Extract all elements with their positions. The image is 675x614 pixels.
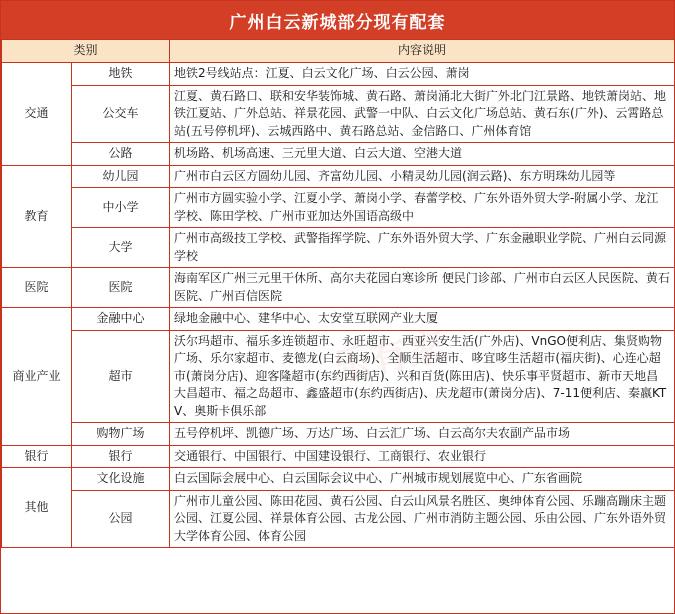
subcategory-cell: 大学 xyxy=(72,228,170,268)
table-row xyxy=(2,330,675,423)
subcategory-cell: 地铁 xyxy=(72,63,170,86)
content-cell: 广州市方圆实验小学、江夏小学、萧岗小学、春蕾学校、广东外语外贸大学-附属小学、龙江学校、陈田学校、广州市亚加达外国语高级中 xyxy=(170,188,675,228)
subcategory-cell: 公交车 xyxy=(72,85,170,143)
subcategory-cell: 公园 xyxy=(72,490,170,548)
content-cell: 沃尔玛超市、福乐多连锁超市、永旺超市、西亚兴安生活(广外店)、VnGO便利店、集贤购物广场、乐尔家超市、麦德龙(白云商场)、全顺生活超市、哆宜哆生活超市(福庆街)、心连心超市(萧岗分店)、迎客隆超市(东约西街店)、兴和百货(陈田店)、快乐事平贤超市、新市天地昌大昌超市、福之岛超市、鑫盛超市(东约西街店)、庆龙超市(萧岗分店)、7-11便利店、秦嬴KTV、奥斯卡俱乐部 xyxy=(170,330,675,423)
subcategory-cell: 公路 xyxy=(72,143,170,166)
table-row xyxy=(2,445,675,468)
table-row xyxy=(2,228,675,268)
header-content: 内容说明 xyxy=(170,40,675,63)
table-row xyxy=(2,165,675,188)
subcategory-cell: 中小学 xyxy=(72,188,170,228)
content-cell: 江夏、黄石路口、联和安华装饰城、黄石路、萧岗涌北大街广外北门江景路、地铁萧岗站、地铁江夏站、广外总站、祥景花园、武警一中队、白云文化广场总站、黄石东(广外)、云霄路总站(五号停机坪)、云城西路中、黄石路总站、金信路口、广州体育馆 xyxy=(170,85,675,143)
subcategory-cell: 幼儿园 xyxy=(72,165,170,188)
content-cell: 广州市儿童公园、陈田花园、黄石公园、白云山风景名胜区、奥绅体育公园、乐蹦高蹦床主题公园、江夏公园、祥景体育公园、古龙公园、广州市消防主题公园、乐由公园、广东外语外贸大学体育公园、体育公园 xyxy=(170,490,675,548)
content-cell: 交通银行、中国银行、中国建设银行、工商银行、农业银行 xyxy=(170,445,675,468)
table-row xyxy=(2,308,675,331)
watermark-mark: 乐有家 xyxy=(328,323,450,391)
category-cell: 医院 xyxy=(2,268,72,308)
table-row xyxy=(2,143,675,166)
table-row xyxy=(2,423,675,446)
content-cell: 广州市高级技工学校、武警指挥学院、广东外语外贸大学、广东金融职业学院、广州白云同源学校 xyxy=(170,228,675,268)
category-cell: 商业产业 xyxy=(2,308,72,446)
table-row xyxy=(2,490,675,548)
table-row xyxy=(2,468,675,491)
subcategory-cell: 金融中心 xyxy=(72,308,170,331)
table-header-row xyxy=(2,40,675,63)
content-cell: 地铁2号线站点：江夏、白云文化广场、白云公园、萧岗 xyxy=(170,63,675,86)
content-cell: 白云国际会展中心、白云国际会议中心、广州城市规划展览中心、广东省画院 xyxy=(170,468,675,491)
document-title: 广州白云新城部分现有配套 xyxy=(1,1,674,39)
subcategory-cell: 购物广场 xyxy=(72,423,170,446)
table-row xyxy=(2,268,675,308)
category-cell: 教育 xyxy=(2,165,72,268)
content-cell: 绿地金融中心、建华中心、太安堂互联网产业大厦 xyxy=(170,308,675,331)
header-category: 类别 xyxy=(2,40,170,63)
content-cell: 海南军区广州三元里干休所、高尔夫花园白寒诊所 便民门诊部、广州市白云区人民医院、黄石医院、广州百信医院 xyxy=(170,268,675,308)
content-cell: 机场路、机场高速、三元里大道、白云大道、空港大道 xyxy=(170,143,675,166)
content-cell: 广州市白云区方圆幼儿园、齐富幼儿园、小精灵幼儿园(润云路)、东方明珠幼儿园等 xyxy=(170,165,675,188)
category-cell: 其他 xyxy=(2,468,72,548)
subcategory-cell: 文化设施 xyxy=(72,468,170,491)
subcategory-cell: 超市 xyxy=(72,330,170,423)
table-row xyxy=(2,188,675,228)
subcategory-cell: 医院 xyxy=(72,268,170,308)
category-cell: 交通 xyxy=(2,63,72,166)
category-cell: 银行 xyxy=(2,445,72,468)
subcategory-cell: 银行 xyxy=(72,445,170,468)
content-cell: 五号停机坪、凯德广场、万达广场、白云汇广场、白云高尔夫农副产品市场 xyxy=(170,423,675,446)
table-row xyxy=(2,63,675,86)
table-row xyxy=(2,85,675,143)
facilities-table xyxy=(1,39,675,548)
